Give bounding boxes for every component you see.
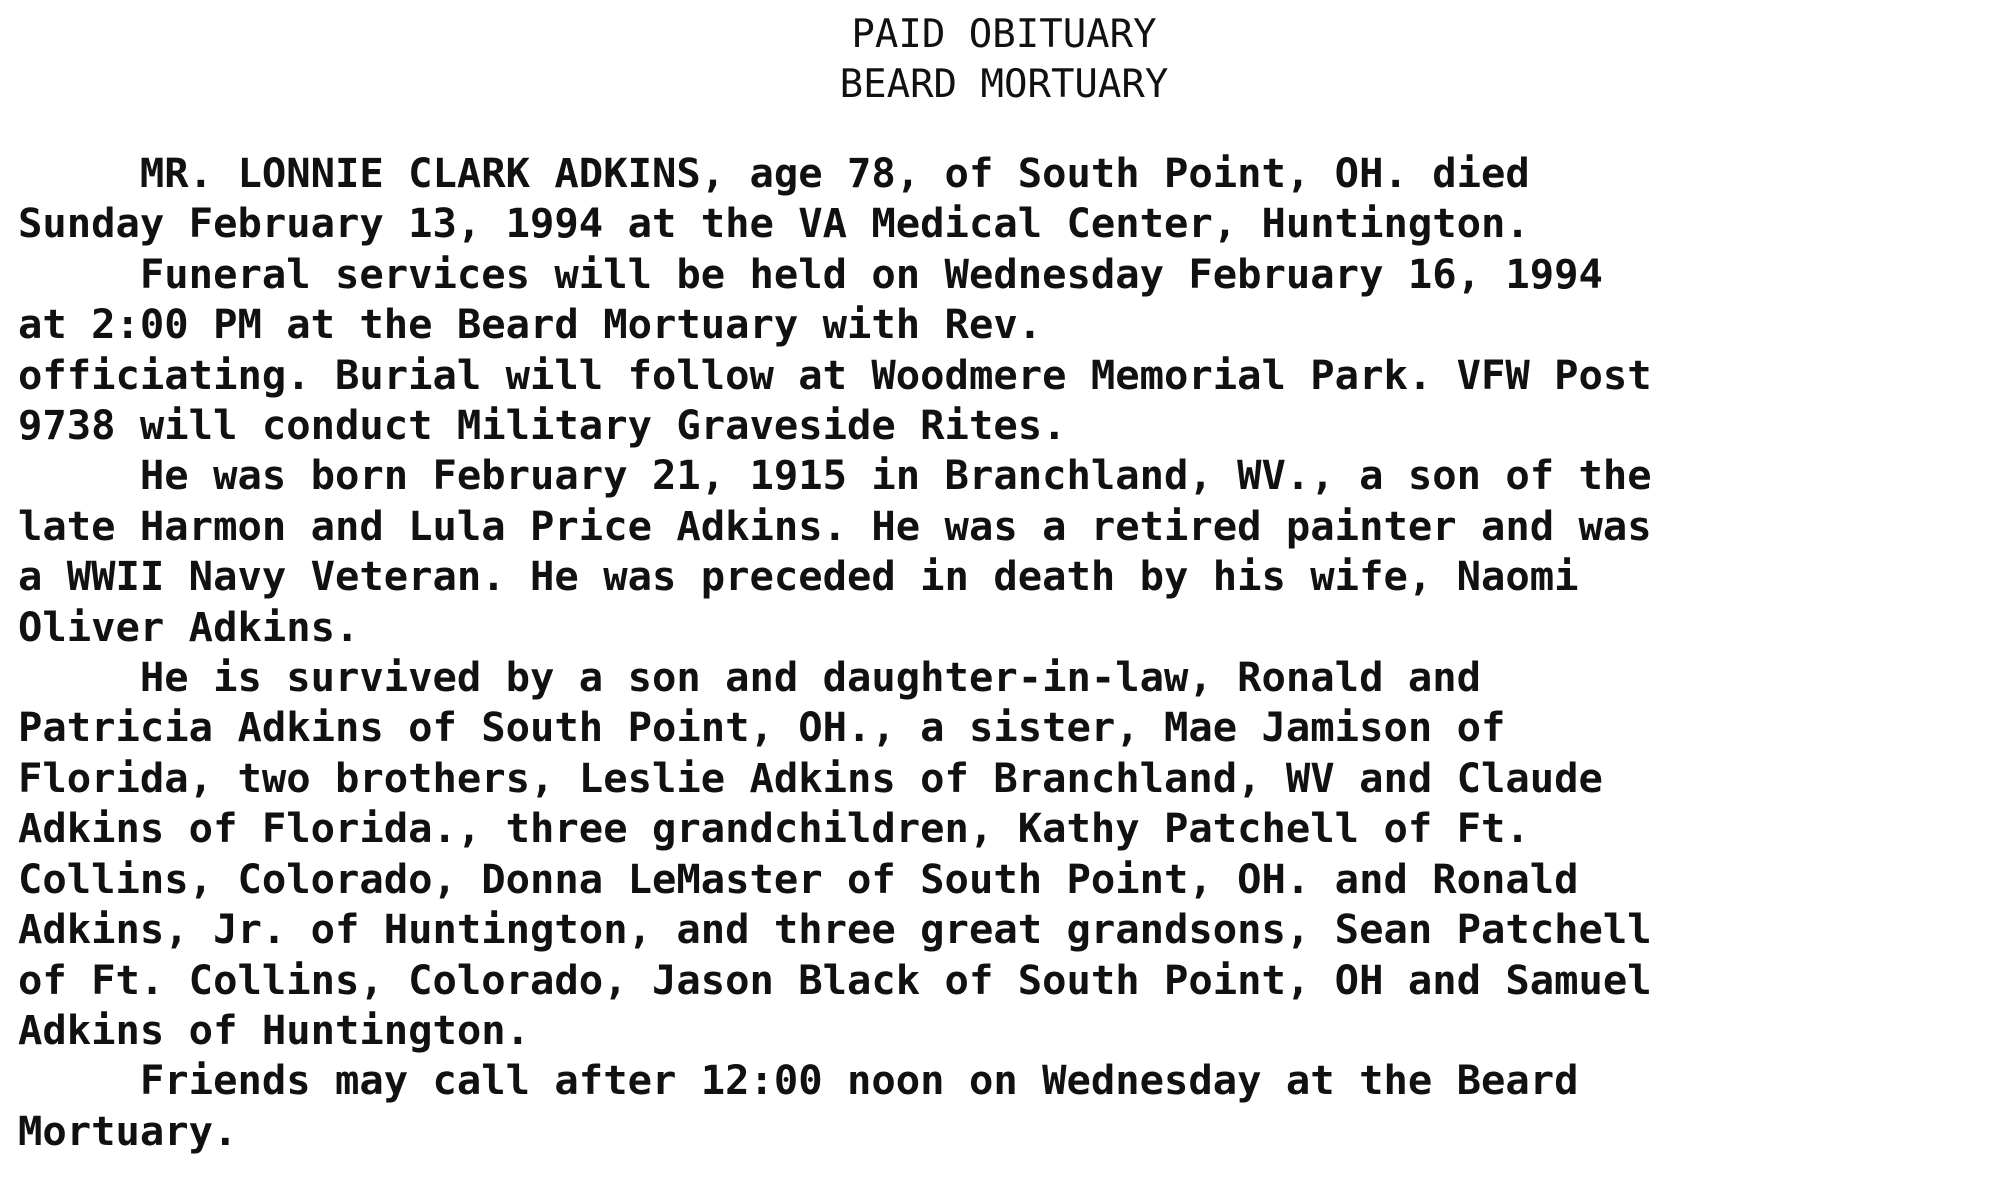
text-line: officiating. Burial will follow at Woodmere Memorial Park. VFW Post [18,350,1652,399]
obituary-document [18,10,1990,1156]
text-line: at 2:00 PM at the Beard Mortuary with Rev. [18,300,1043,349]
text-line: Adkins, Jr. of Huntington, and three great grandsons, Sean Patchell [18,905,1652,954]
obituary-header [18,10,1990,110]
paragraph-visitation [18,1055,1990,1156]
paragraph-death-notice [18,148,1990,249]
text-line: Florida, two brothers, Leslie Adkins of Branchland, WV and Claude [18,753,1603,802]
text-line: Funeral services will be held on Wednesday February 16, 1994 [18,249,1603,298]
text-line: 9738 will conduct Military Graveside Rites. [18,401,1067,450]
header-subtitle: BEARD MORTUARY [839,62,1169,107]
text-line: He is survived by a son and daughter-in-law, Ronald and [18,653,1481,702]
text-line: Adkins of Huntington. [18,1005,531,1054]
text-line: a WWII Navy Veteran. He was preceded in death by his wife, Naomi [18,552,1579,601]
obituary-body [18,148,1990,1156]
paragraph-survivors [18,652,1990,1055]
text-line: Patricia Adkins of South Point, OH., a sister, Mae Jamison of [18,703,1506,752]
paragraph-biography [18,450,1990,652]
text-line: late Harmon and Lula Price Adkins. He was a retired painter and was [18,501,1652,550]
text-line: He was born February 21, 1915 in Branchland, WV., a son of the [18,451,1652,500]
text-line: MR. LONNIE CLARK ADKINS, age 78, of South Point, OH. died [18,149,1530,197]
text-line: Adkins of Florida., three grandchildren, Kathy Patchell of Ft. [18,804,1530,853]
text-line: Friends may call after 12:00 noon on Wednesday at the Beard [18,1056,1579,1105]
paragraph-funeral-services [18,249,1990,451]
text-line: Oliver Adkins. [18,602,360,651]
text-line: of Ft. Collins, Colorado, Jason Black of South Point, OH and Samuel [18,955,1652,1004]
header-title: PAID OBITUARY [851,12,1157,57]
text-line: Mortuary. [18,1106,238,1155]
text-line: Collins, Colorado, Donna LeMaster of South Point, OH. and Ronald [18,854,1579,903]
text-line: Sunday February 13, 1994 at the VA Medical Center, Huntington. [18,199,1530,248]
